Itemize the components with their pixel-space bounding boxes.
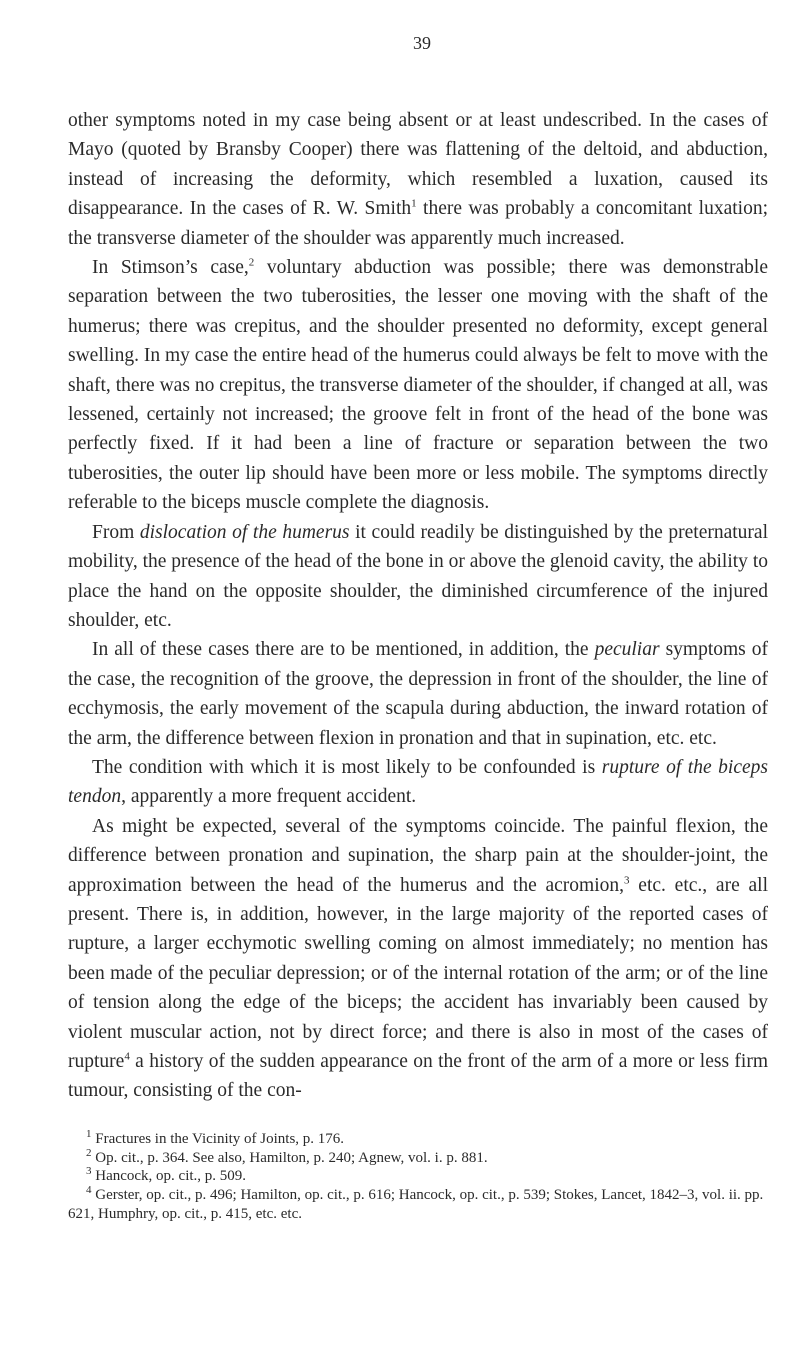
paragraph [68, 753, 768, 812]
footnote-reference: 3 [624, 874, 630, 887]
footnotes [68, 1127, 768, 1224]
italic-text: peculiar [594, 639, 660, 661]
footnote-marker: 3 [86, 1165, 92, 1178]
footnote-reference: 4 [124, 1050, 130, 1063]
text-run: In all of these cases there are to be mentioned, in addition, the [92, 639, 595, 661]
text-run: As might be expected, several of the symptoms coincide. The painful flexion, the difference between pronation and supination, the sharp pain at the shoulder-joint, the approximation between the head of the humerus and the acromion, [68, 815, 768, 896]
footnote [68, 1127, 768, 1149]
italic-text: dislocation of the humerus [139, 521, 350, 543]
paragraph [68, 518, 768, 636]
footnote-text: Hancock, op. cit., p. 509. [95, 1168, 247, 1185]
footnote-text: Fractures in the Vicinity of Joints, p. 176. [95, 1130, 345, 1147]
footnote-marker: 1 [86, 1127, 92, 1140]
paragraph [68, 106, 768, 253]
footnote-marker: 2 [86, 1146, 92, 1159]
page-number: 39 [413, 33, 431, 53]
footnote-reference: 1 [411, 197, 417, 210]
paragraph [68, 812, 768, 1106]
footnote-marker: 4 [86, 1184, 92, 1197]
italic-text: rupture of the biceps tendon [68, 756, 768, 808]
text-run: In Stimson’s case, [92, 257, 249, 279]
footnote [68, 1186, 768, 1224]
text-run: symptoms of the case, the recognition of the groove, the depression in front of the shoulder, the line of ecchymosis, the early movement of the scapula during abduction, the inward rotation of the arm, the difference between flexion in pronation and that in supination, etc. etc. [68, 639, 768, 749]
text-run: it could readily be distinguished by the preternatural mobility, the presence of the head of the bone in or above the glenoid cavity, the ability to place the hand on the opposite shoulder, the diminished circumference of the injured shoulder, etc. [68, 521, 768, 631]
text-run: etc. etc., are all present. There is, in addition, however, in the large majority of the reported cases of rupture, a larger ecchymotic swelling coming on almost immediately; no mention has been made of the peculiar depression; or of the internal rotation of the arm; or of the line of tension along the edge of the biceps; the accident has invariably been caused by violent muscular action, not by direct force; and there is also in most of the cases of rupture [68, 874, 768, 1072]
book-page [68, 28, 768, 1224]
paragraph [68, 253, 768, 518]
text-run: other symptoms noted in my case being absent or at least undescribed. In the cases of Mayo (quoted by Bransby Cooper) there was flattening of the deltoid, and abduction, instead of increasing the deformity, which resembled a luxation, caused its disappearance. In the cases of R. W. Smith [68, 110, 768, 220]
footnote-text: Gerster, op. cit., p. 496; Hamilton, op. cit., p. 616; Hancock, op. cit., p. 539; Stokes, Lancet, 1842–3, vol. ii. pp. 621, Humphry, op. cit., p. 415, etc. etc. [68, 1187, 764, 1222]
text-run: , apparently a more frequent accident. [121, 786, 417, 808]
footnote [68, 1167, 768, 1186]
paragraph [68, 635, 768, 753]
footnote [68, 1146, 768, 1168]
text-run: a history of the sudden appearance on the front of the arm of a more or less firm tumour, consisting of the con- [68, 1051, 768, 1102]
footnote-reference: 2 [248, 256, 255, 269]
footnote-text: Op. cit., p. 364. See also, Hamilton, p. 240; Agnew, vol. i. p. 881. [95, 1149, 488, 1166]
text-run: voluntary abduction was possible; there was demonstrable separation between the two tuberosities, the lesser one moving with the shaft of the humerus; there was crepitus, and the shoulder presented no deformity, except general swelling. In my case the entire head of the humerus could always be felt to move with the shaft, there was no crepitus, the transverse diameter of the shoulder, if changed at all, was lessened, certainly not increased; the groove felt in front of the head of the bone was perfectly fixed. If it had been a line of fracture or separation between the two tuberosities, the outer lip should have been more or less mobile. The symptoms directly referable to the biceps muscle complete the diagnosis. [68, 257, 768, 514]
text-run: From [92, 521, 140, 543]
body-text [68, 106, 768, 1106]
text-run: there was probably a concomitant luxation; the transverse diameter of the shoulder was apparently much increased. [68, 198, 769, 249]
text-run: The condition with which it is most likely to be confounded is [92, 756, 602, 778]
